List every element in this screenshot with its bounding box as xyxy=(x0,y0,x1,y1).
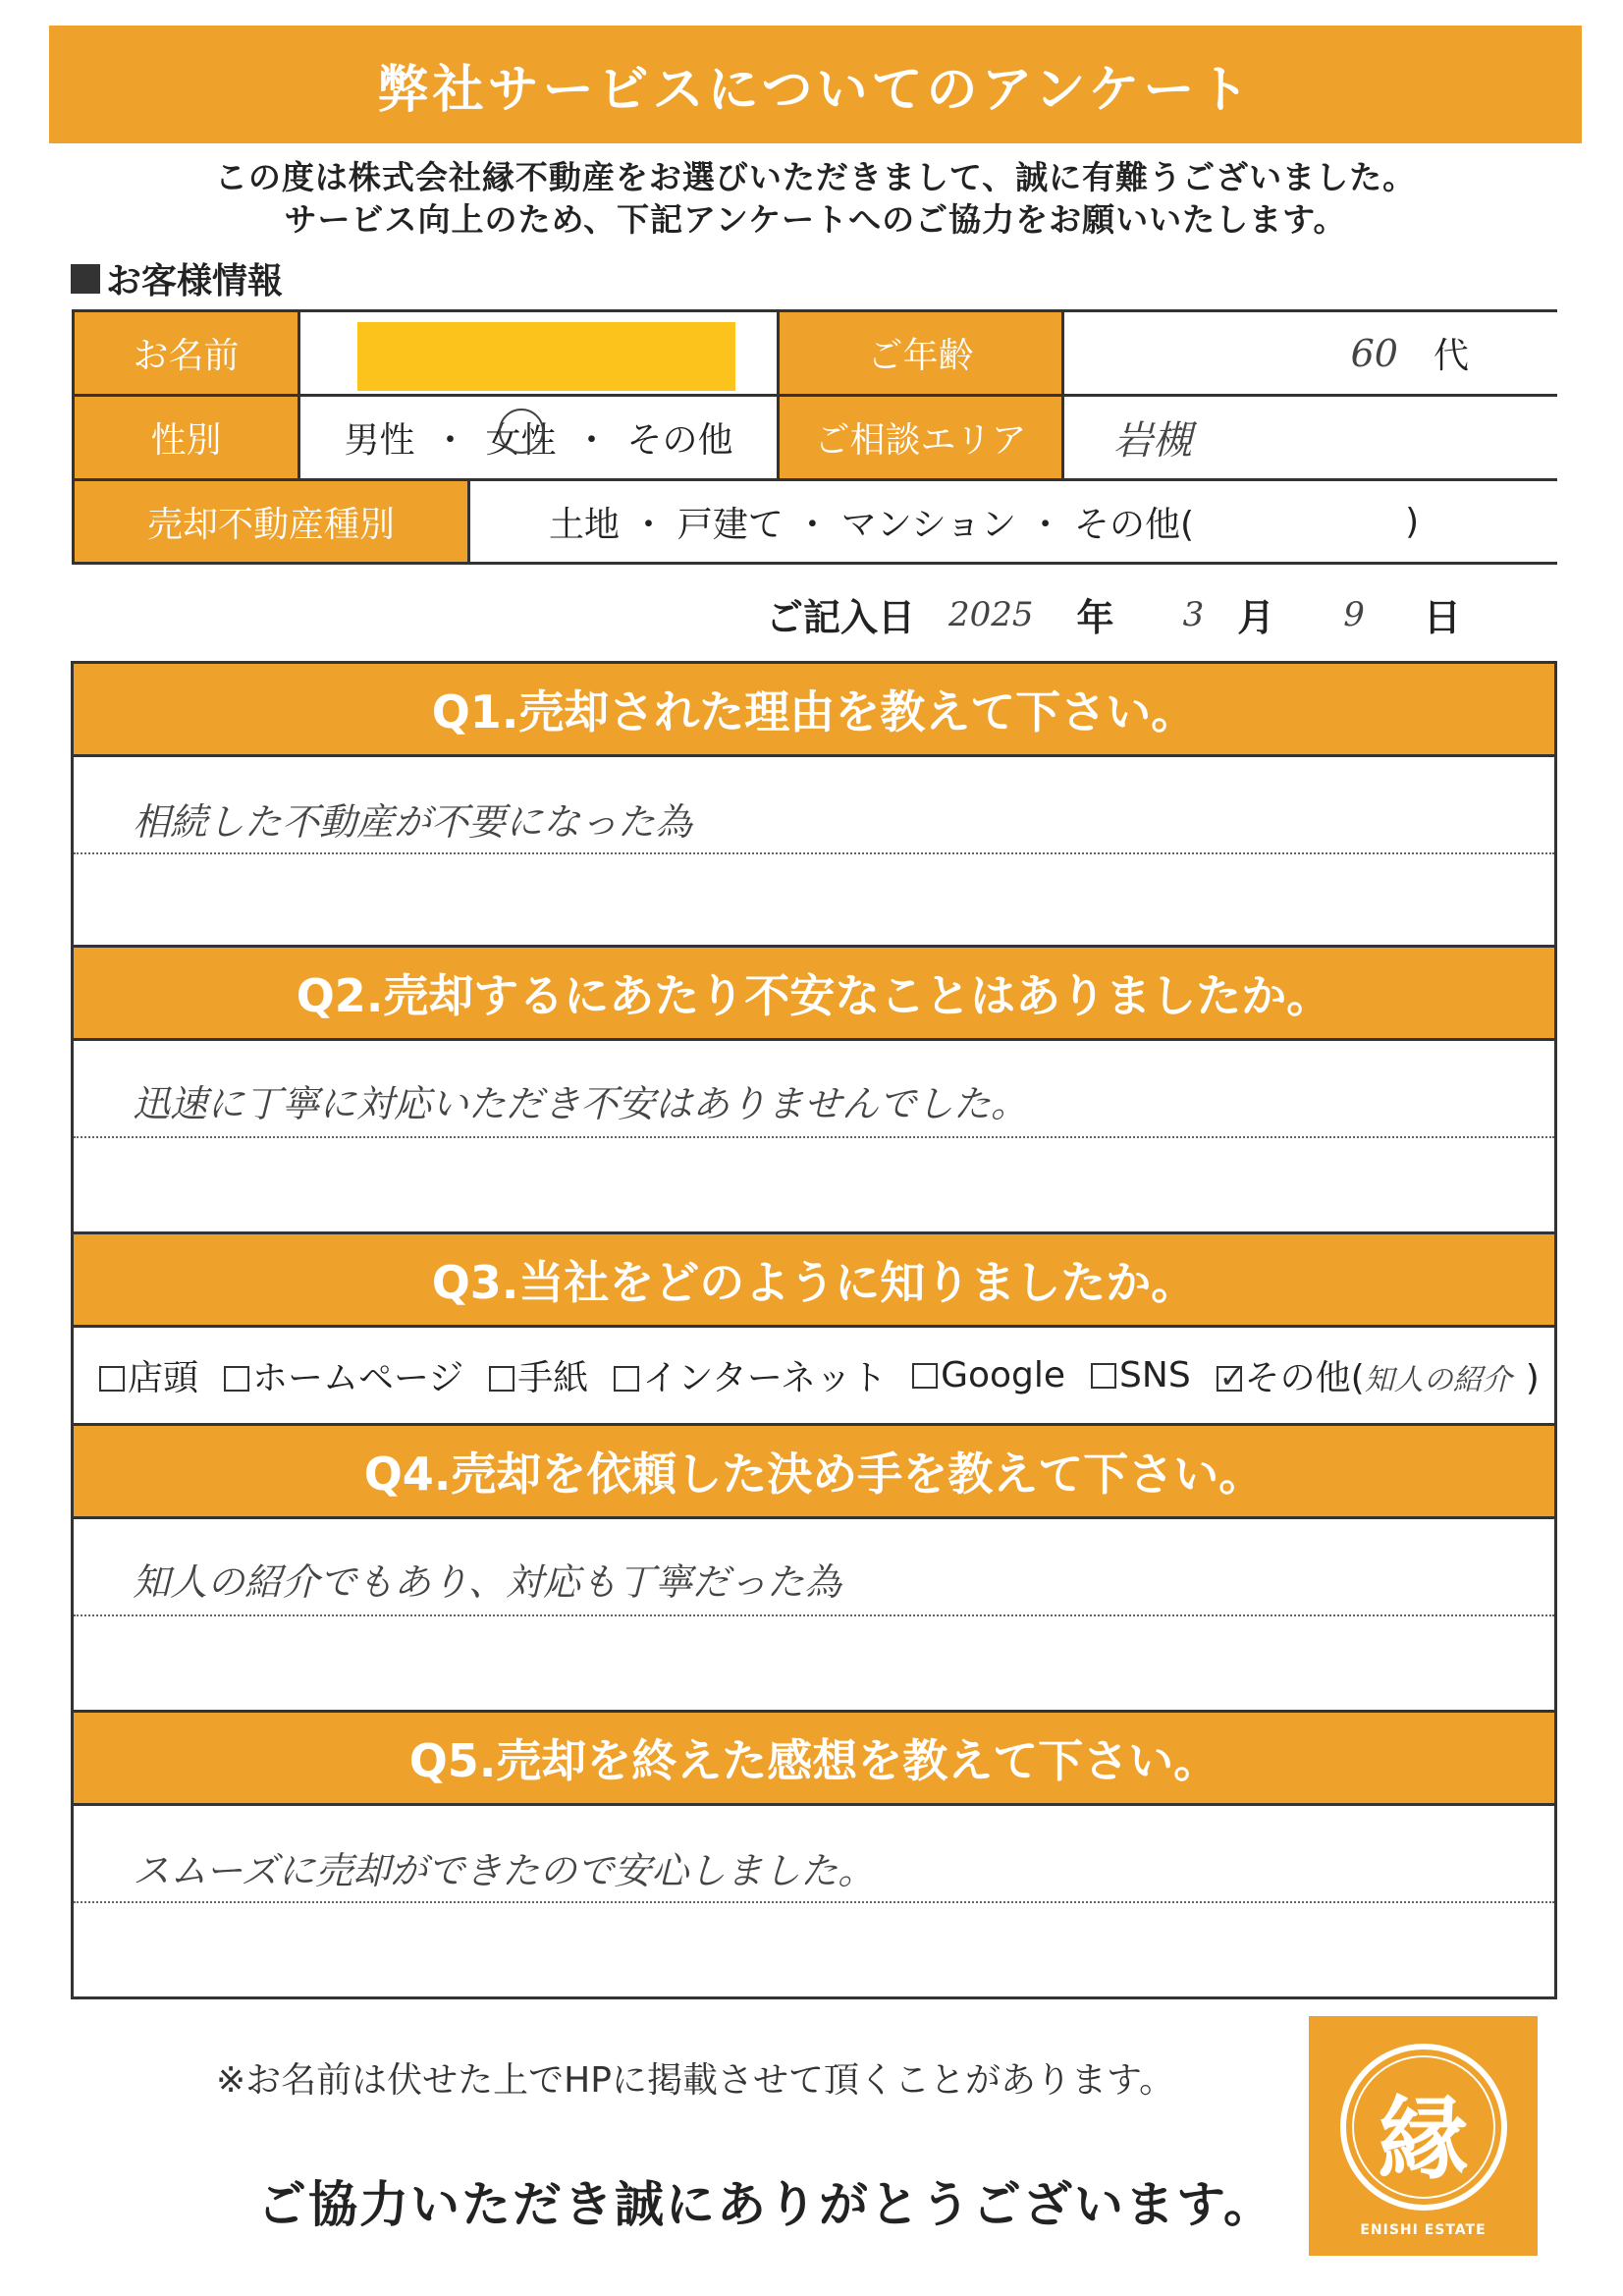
question-2-answer[interactable]: 迅速に丁寧に対応いただき不安はありませんでした。 xyxy=(133,1082,1029,1125)
answer-line xyxy=(74,1901,1554,1903)
option-internet[interactable]: インターネット xyxy=(614,1350,887,1400)
survey-title-banner xyxy=(49,26,1582,143)
separator-dot: ・ xyxy=(573,420,610,461)
answer-line xyxy=(74,852,1554,854)
question-5-label: Q5.売却を終えた感想を教えて下さい。 xyxy=(74,1713,1554,1806)
option-letter[interactable]: 手紙 xyxy=(489,1350,588,1400)
checkbox-icon xyxy=(224,1366,249,1392)
age-suffix: 代 xyxy=(1433,336,1469,376)
date-label: ご記入日 xyxy=(766,596,916,639)
gender-option-female[interactable] xyxy=(485,412,556,463)
option-other-text: 知人の紹介 xyxy=(1364,1362,1512,1397)
survey-title: 弊社サービスについてのアンケート xyxy=(377,60,1254,120)
checkbox-icon xyxy=(912,1363,938,1389)
question-2 xyxy=(71,948,1557,1234)
name-label: お名前 xyxy=(75,312,300,397)
square-bullet-icon xyxy=(71,264,100,294)
question-1 xyxy=(71,661,1557,948)
property-type-close: ) xyxy=(1405,501,1420,542)
intro-line-1: この度は株式会社縁不動産をお選びいただきまして、誠に有難うございました。 xyxy=(214,158,1417,196)
publication-note: ※お名前は伏せた上でHPに掲載させて頂くことがあります。 xyxy=(216,2060,1175,2101)
gender-option-female-label: 女性 xyxy=(485,420,557,461)
question-5-answer[interactable]: スムーズに売却ができたので安心しました。 xyxy=(133,1849,876,1892)
option-sns[interactable]: SNS xyxy=(1091,1355,1191,1395)
date-day: 9 xyxy=(1343,594,1365,634)
customer-info-heading xyxy=(71,253,283,303)
entry-date xyxy=(766,587,1461,641)
company-logo xyxy=(1309,2016,1538,2256)
logo-glyph: 縁 xyxy=(1378,2087,1469,2192)
date-year: 2025 xyxy=(948,594,1034,634)
answer-line xyxy=(74,1614,1554,1616)
age-value: 60 xyxy=(1350,331,1398,375)
question-3-label: Q3.当社をどのように知りましたか。 xyxy=(74,1234,1554,1328)
question-3 xyxy=(71,1234,1557,1426)
property-type-label: 売却不動産種別 xyxy=(75,481,470,562)
option-other[interactable]: ✓ その他(知人の紹介 ) xyxy=(1217,1350,1540,1400)
customer-info-heading-text: お客様情報 xyxy=(106,261,284,301)
date-month-unit: 月 xyxy=(1237,596,1275,639)
question-4-answer[interactable]: 知人の紹介でもあり、対応も丁寧だった為 xyxy=(133,1560,842,1604)
age-label: ご年齢 xyxy=(780,312,1064,397)
area-label: ご相談エリア xyxy=(780,397,1064,481)
question-4 xyxy=(71,1426,1557,1713)
gender-option-male[interactable]: 男性 xyxy=(344,420,415,461)
gender-options xyxy=(300,397,780,481)
area-value: 岩槻 xyxy=(1113,418,1192,464)
checkbox-icon xyxy=(614,1366,639,1392)
thank-you-message: ご協力いただき誠にありがとうございます。 xyxy=(257,2176,1274,2233)
property-type-options[interactable] xyxy=(470,481,1557,562)
date-day-unit: 日 xyxy=(1423,596,1461,639)
question-3-options xyxy=(74,1328,1554,1422)
area-field[interactable] xyxy=(1064,397,1557,481)
name-field[interactable] xyxy=(300,312,780,397)
gender-label: 性別 xyxy=(75,397,300,481)
option-google[interactable]: Google xyxy=(912,1355,1065,1395)
question-1-answer[interactable]: 相続した不動産が不要になった為 xyxy=(133,800,693,844)
option-store[interactable]: 店頭 xyxy=(99,1350,198,1400)
question-5 xyxy=(71,1713,1557,1999)
intro-line-2: サービス向上のため、下記アンケートへのご協力をお願いいたします。 xyxy=(284,200,1347,239)
separator-dot: ・ xyxy=(432,420,468,461)
name-redaction xyxy=(357,322,735,391)
checkbox-icon xyxy=(489,1366,514,1392)
question-4-label: Q4.売却を依頼した決め手を教えて下さい。 xyxy=(74,1426,1554,1519)
customer-info-table xyxy=(72,309,1557,565)
gender-option-other[interactable]: その他 xyxy=(626,420,733,461)
date-year-unit: 年 xyxy=(1076,596,1114,639)
checkbox-icon xyxy=(99,1366,125,1392)
logo-brand-text: ENISHI ESTATE xyxy=(1360,2222,1487,2238)
answer-line xyxy=(74,1136,1554,1138)
date-month: 3 xyxy=(1182,594,1205,634)
property-type-text: 土地 ・ 戸建て ・ マンション ・ その他( xyxy=(549,504,1195,545)
checkbox-icon xyxy=(1091,1363,1116,1389)
question-1-label: Q1.売却された理由を教えて下さい。 xyxy=(74,664,1554,757)
age-field[interactable] xyxy=(1064,312,1557,397)
question-2-label: Q2.売却するにあたり不安なことはありましたか。 xyxy=(74,948,1554,1041)
checked-checkbox-icon xyxy=(1217,1366,1242,1392)
option-homepage[interactable]: ホームページ xyxy=(224,1350,463,1400)
